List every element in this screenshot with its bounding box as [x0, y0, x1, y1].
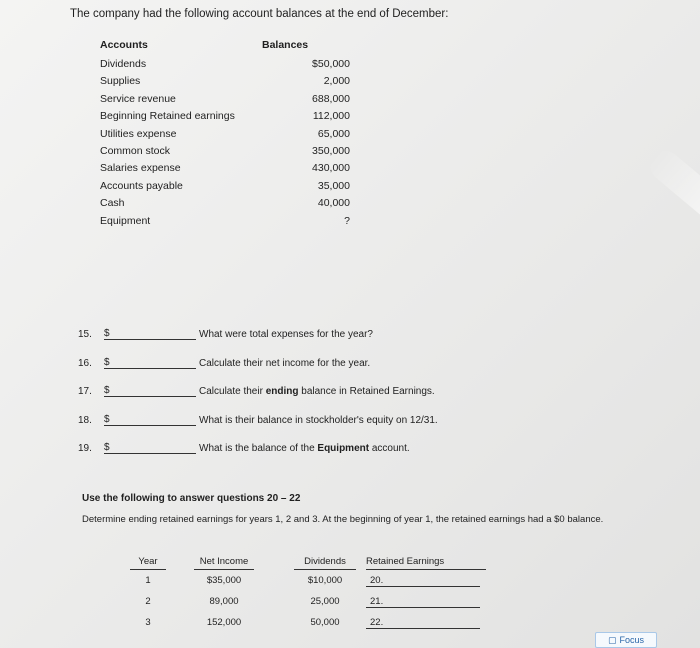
retained-earnings-table — [130, 556, 486, 633]
retained-earnings-blank[interactable] — [366, 596, 480, 608]
account-row — [100, 195, 350, 212]
question-text — [198, 329, 373, 340]
question-text-part: Calculate their net income for the year. — [199, 358, 371, 369]
account-balance: ? — [344, 214, 350, 227]
question-text-part: What were total expenses for the year? — [199, 329, 373, 340]
question-row — [78, 436, 498, 454]
account-row — [100, 56, 350, 73]
dollar-prefix: $ — [104, 442, 110, 453]
account-balances-list — [100, 56, 350, 230]
question-number: 18. — [78, 415, 92, 426]
account-row — [100, 160, 350, 177]
question-number: 20. — [370, 574, 384, 586]
account-balance: 2,000 — [323, 75, 350, 88]
year-header: Year — [130, 556, 166, 570]
question-number: 17. — [78, 386, 92, 397]
dividends-cell: 25,000 — [310, 596, 340, 607]
dividends-cell: 50,000 — [310, 617, 340, 628]
question-text — [198, 358, 370, 369]
table-row — [130, 612, 486, 633]
account-balance: 35,000 — [317, 179, 350, 192]
question-text — [198, 386, 435, 397]
net-income-cell: 89,000 — [209, 596, 239, 607]
account-row — [100, 178, 350, 195]
accounts-header: Accounts — [100, 39, 148, 51]
account-balance: 40,000 — [317, 197, 350, 210]
question-number: 16. — [78, 358, 92, 369]
account-row — [100, 73, 350, 90]
account-balance: 430,000 — [312, 162, 350, 175]
table-row — [130, 570, 486, 592]
account-name: Cash — [100, 197, 125, 210]
account-row — [100, 108, 350, 125]
question-text — [198, 415, 438, 426]
question-number: 21. — [370, 595, 384, 607]
question-row — [78, 379, 498, 397]
year-cell: 2 — [145, 596, 151, 607]
question-number: 22. — [370, 616, 384, 628]
retained-earnings-blank[interactable] — [366, 575, 480, 587]
question-text-part: balance in Retained Earnings. — [298, 386, 435, 397]
net-income-cell: 152,000 — [206, 617, 242, 628]
question-text-part: Equipment — [317, 443, 370, 454]
answer-blank[interactable] — [104, 325, 196, 340]
account-name: Beginning Retained earnings — [100, 110, 235, 123]
account-name: Salaries expense — [100, 162, 181, 175]
question-text-part: account. — [369, 443, 410, 454]
answer-blank[interactable] — [104, 411, 196, 426]
focus-label: Focus — [619, 635, 645, 645]
answer-blank[interactable] — [104, 354, 196, 369]
net-income-cell: $35,000 — [206, 575, 242, 586]
focus-icon: ▢ — [607, 634, 617, 645]
section-heading: Use the following to answer questions 20 – 22 — [82, 493, 301, 504]
retained-earnings-blank[interactable] — [366, 617, 480, 629]
question-number: 15. — [78, 329, 92, 340]
light-glare — [644, 145, 700, 245]
dollar-prefix: $ — [104, 414, 110, 425]
account-row — [100, 213, 350, 230]
question-text — [198, 443, 410, 454]
account-balance: $50,000 — [312, 58, 350, 70]
account-balance: 112,000 — [312, 110, 350, 123]
question-text-part: ending — [265, 386, 299, 397]
net-income-header: Net Income — [194, 556, 254, 570]
account-name: Accounts payable — [100, 179, 183, 192]
section-description: Determine ending retained earnings for years 1, 2 and 3. At the beginning of year 1, the retained earnings had a $0 balance. — [82, 514, 604, 525]
dividends-header: Dividends — [294, 556, 356, 570]
account-balance: 350,000 — [312, 144, 350, 157]
dollar-prefix: $ — [104, 385, 110, 396]
account-name: Supplies — [100, 75, 141, 88]
balances-header: Balances — [262, 39, 309, 51]
retained-earnings-header: Retained Earnings — [366, 556, 486, 570]
question-text-part: Calculate their — [199, 386, 266, 397]
year-cell: 3 — [145, 617, 151, 628]
answer-blank[interactable] — [104, 382, 196, 397]
account-row — [100, 91, 350, 108]
dollar-prefix: $ — [104, 328, 110, 339]
account-name: Utilities expense — [100, 127, 177, 140]
account-name: Service revenue — [100, 92, 176, 105]
dividends-cell: $10,000 — [307, 575, 343, 586]
account-row — [100, 126, 350, 143]
year-cell: 1 — [145, 575, 151, 586]
account-name: Dividends — [100, 58, 147, 70]
account-name: Common stock — [100, 144, 171, 157]
focus-button[interactable] — [595, 632, 657, 648]
dollar-prefix: $ — [104, 357, 110, 368]
account-row — [100, 143, 350, 160]
question-row — [78, 322, 498, 340]
question-row — [78, 351, 498, 369]
table-row — [130, 591, 486, 612]
account-name: Equipment — [100, 214, 151, 227]
question-text-part: What is their balance in stockholder's equity on 12/31. — [199, 415, 438, 426]
question-text-part: What is the balance of the — [199, 443, 318, 454]
answer-blank[interactable] — [104, 439, 196, 454]
question-number: 19. — [78, 443, 92, 454]
intro-text: The company had the following account balances at the end of December: — [70, 8, 449, 20]
account-balance: 688,000 — [312, 92, 350, 105]
account-balance: 65,000 — [317, 127, 350, 140]
question-row — [78, 408, 498, 426]
